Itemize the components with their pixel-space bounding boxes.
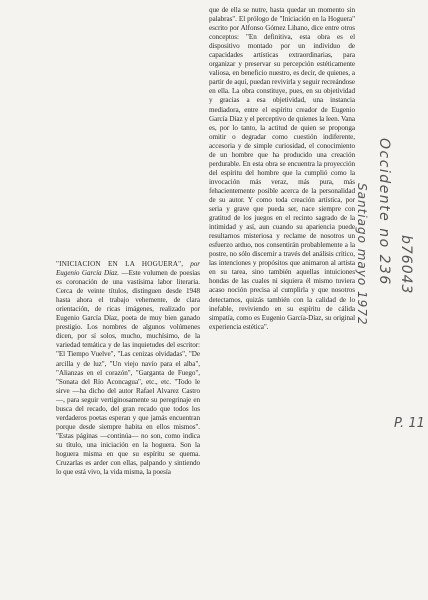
handwritten-date-note: Santiago mayo 1972 [355,183,369,326]
article-body-left: —Este volumen de poesías es coronación de una vastísima labor literaria. Cerca de veinte títulos, distinguen desde 1948 hasta ahora el trabajo vehemente, de clara orientación, de ricas imágenes, realizado por Eugenio García Díaz, poeta de muy bien ganado prestigio. Los nombres de algunos volúmenes dicen, por sí solos, mucho, muchísimo, de la variedad temática y de las inquietudes del escritor: "El Tiempo Vuelve", "Las cenizas olvidadas", "De arcilla y de luz", "Un viejo navío para el alba", "Alianzas en el corazón", "Garganta de Fuego", "Sonata del Río Aconcagua", etc., etc. "Todo le sirve —ha dicho del autor Rafael Alvarez Castro—, para seguir vertiginosamente su peregrinaje en busca del recado, del gran recado que todos los verdaderos poetas esperan y que jamás encuentran porque desde siempre habita en ellos mismos". "Estas páginas —continúa— no son, como indica su título, una iniciación en la hoguera. Son la hoguera misma en que su espíritu se quema. Cruzarlas es arder con ellas, palpando y sintiendo lo que está vivo, la vida misma, la poesía [56,269,201,477]
handwritten-source-note: Occidente no 236 [376,138,392,286]
handwritten-catalog-code: b76043 [398,235,414,295]
book-title: "INICIACION EN LA HOGUERA", [56,260,184,268]
article-column-left [56,260,200,477]
handwritten-page-number: P. 11 [394,416,425,431]
book-author: por Eugenio García Díaz. [56,260,200,278]
article-body-right: que de ella se nutre, hasta quedar un momento sin palabras". El prólogo de "Iniciación en la Hoguera" escrito por Alfonso Gómez Lihano, dice entre otros conceptos: "En definitiva, esta obra es el dispositivo montado por un individuo de capacidades artísticas extraordinarias, para organizar y preservar su percepción estéticamente valiosa, en beneficio nuestro, es decir, de quienes, a partir de aquí, puedan revivirla y seguir recreándose en ella. La obra constituye, pues, en su objetividad y gracias a esa objetividad, una instancia mediadora, entre el espíritu creador de Eugenio García Díaz y el perceptivo de quienes la leen. Vana es, por lo tanto, la actitud de quien se proponga omitir o degradar como cuestión indiferente, accesoria y de simple curiosidad, el conocimiento de un hombre que ha producido una creación perdurable. En esta obra se encuentra la proyección del espíritu del hombre que la cumplió como la invocación más veraz, más pura, más fehacientemente posible acerca de la personalidad de su autor. Y como toda creación artística, por seria y grave que pueda ser, nace siempre con gratitud de los juegos en el recinto sagrado de la intimidad y así, aun cuando su apariencia puede resultarnos misteriosa y reclame de nosotros un esfuerzo arduo, nos consentirán probablemente a la postre, no sólo discernir a través del análisis crítico, las intenciones y propósitos que animaron al artista en su tarea, sino también aquellas intuiciones hondas de las cuales ni siquiera él mismo tuviera acaso noción precisa al cumplirla y que nosotros detectamos, quizás también con la calidad de lo inefable, reviviendo en su espíritu de cálida simpatía, como es Eugenio García-Díaz, su original experiencia estética". [209,6,355,331]
article-column-right [209,6,355,332]
